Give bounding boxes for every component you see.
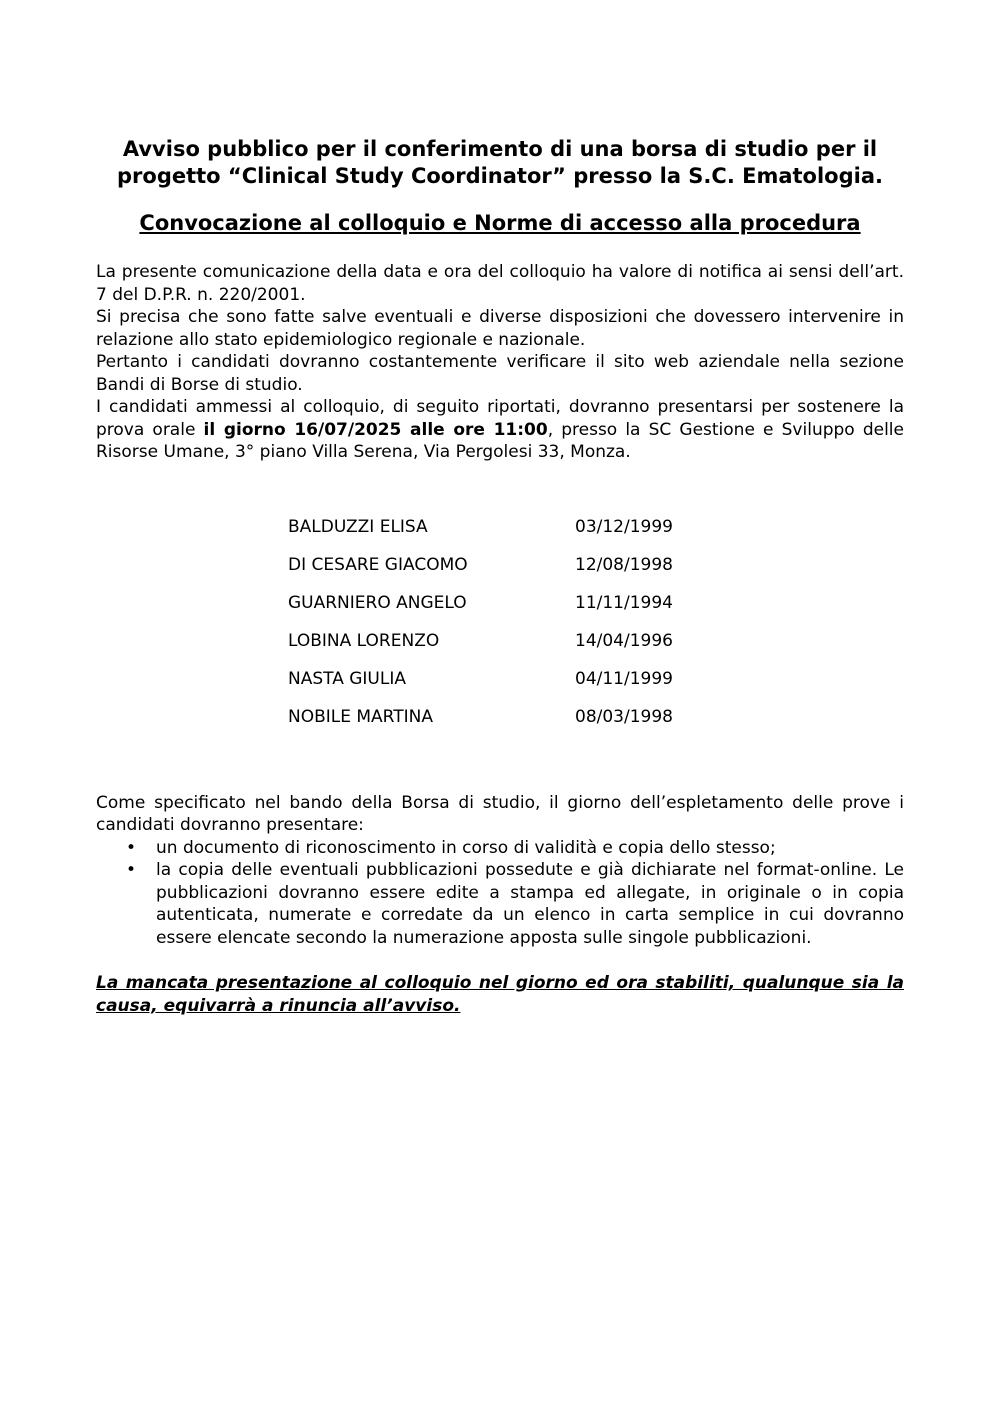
requirements-section bbox=[96, 792, 904, 950]
intro-paragraph-notification: La presente comunicazione della data e ora del colloquio ha valore di notifica ai sensi dell’art. 7 del D.P.R. n. 220/2001. bbox=[96, 262, 904, 305]
candidate-birth-date: 11/11/1994 bbox=[575, 592, 673, 613]
title-line-2: progetto “Clinical Study Coordinator” presso la S.C. Ematologia. bbox=[117, 164, 883, 188]
candidate-name: GUARNIERO ANGELO bbox=[288, 592, 467, 613]
candidate-name: NOBILE MARTINA bbox=[288, 706, 434, 727]
document-title bbox=[96, 136, 904, 190]
requirements-intro: Come specificato nel bando della Borsa di studio, il giorno dell’espletamento delle prove i candidati dovranno presentare: bbox=[96, 792, 904, 835]
table-row bbox=[288, 668, 673, 706]
intro-section bbox=[96, 261, 904, 464]
table-row bbox=[288, 554, 673, 592]
candidate-name: DI CESARE GIACOMO bbox=[288, 554, 468, 575]
candidate-birth-date: 08/03/1998 bbox=[575, 706, 673, 727]
document-page bbox=[96, 136, 904, 1034]
candidate-name: LOBINA LORENZO bbox=[288, 630, 440, 651]
table-row bbox=[288, 516, 673, 554]
candidate-name: NASTA GIULIA bbox=[288, 668, 406, 689]
candidate-name: BALDUZZI ELISA bbox=[288, 516, 428, 537]
candidate-birth-date: 04/11/1999 bbox=[575, 668, 673, 689]
bullet-icon: • bbox=[126, 837, 137, 858]
title-line-1: Avviso pubblico per il conferimento di una borsa di studio per il bbox=[122, 137, 878, 161]
convocation-text-after: , presso la SC Gestione e Sviluppo delle Risorse Umane, 3° piano Villa Serena, Via Pergolesi 33, Monza. bbox=[96, 419, 904, 462]
intro-paragraph-convocation bbox=[96, 396, 904, 464]
absence-warning: La mancata presentazione al colloquio nel giorno ed ora stabiliti, qualunque sia la causa, equivarrà a rinuncia all’avviso. bbox=[96, 973, 904, 1016]
list-item bbox=[126, 859, 904, 949]
requirement-text: la copia delle eventuali pubblicazioni possedute e già dichiarate nel format-online. Le pubblicazioni dovranno essere edite a stampa ed allegate, in originale o in copia autenticata, numerate e corredate da un elenco in carta semplice in cui dovranno essere elencate secondo la numerazione apposta sulle singole pubblicazioni. bbox=[156, 860, 904, 948]
candidates-table bbox=[288, 516, 673, 744]
convocation-text-before: I candidati ammessi al colloquio, di seguito riportati, dovranno presentarsi per sostenere la prova orale bbox=[96, 397, 904, 440]
document-subtitle: Convocazione al colloquio e Norme di accesso alla procedura bbox=[139, 211, 861, 235]
requirements-list bbox=[96, 837, 904, 950]
requirement-text: un documento di riconoscimento in corso di validità e copia dello stesso; bbox=[156, 837, 776, 858]
table-row bbox=[288, 706, 673, 744]
convocation-date-time: il giorno 16/07/2025 alle ore 11:00 bbox=[203, 419, 548, 440]
table-row bbox=[288, 630, 673, 668]
bullet-icon: • bbox=[126, 860, 137, 880]
intro-paragraph-dispositions: Si precisa che sono fatte salve eventuali e diverse disposizioni che dovessero intervenire in relazione allo stato epidemiologico regionale e nazionale. bbox=[96, 307, 904, 350]
list-item bbox=[126, 837, 904, 860]
intro-paragraph-website: Pertanto i candidati dovranno costantemente verificare il sito web aziendale nella sezione Bandi di Borse di studio. bbox=[96, 352, 904, 395]
candidate-birth-date: 03/12/1999 bbox=[575, 516, 673, 537]
table-row bbox=[288, 592, 673, 630]
candidate-birth-date: 12/08/1998 bbox=[575, 554, 673, 575]
candidate-birth-date: 14/04/1996 bbox=[575, 630, 673, 651]
